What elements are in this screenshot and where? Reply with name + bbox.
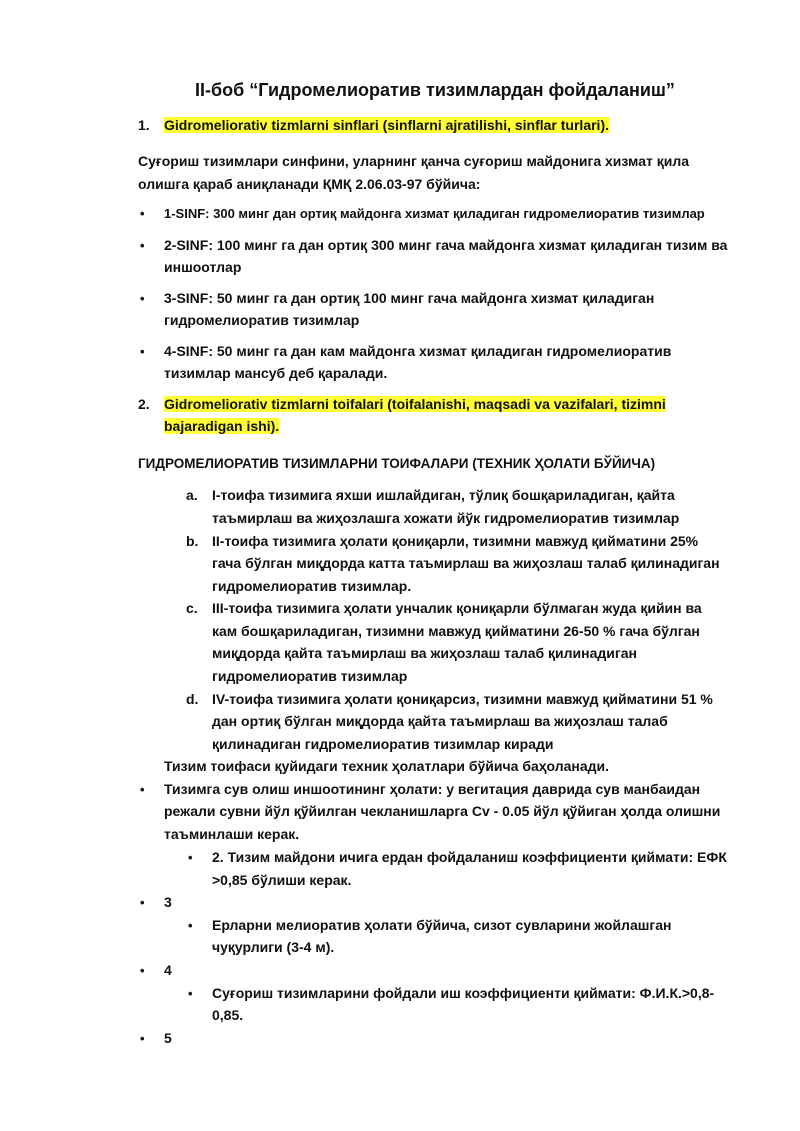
- section2-heading-line2: [164, 415, 279, 438]
- category-c-line1: III-тоифа тизимига ҳолати унчалик қониқарли бўлмаган жуда қийин ва: [212, 600, 702, 616]
- class-item-4-line2: тизимлар мансуб деб қаралади.: [164, 365, 388, 381]
- bullet-icon: •: [140, 895, 145, 910]
- section1-number: 1.: [138, 117, 150, 133]
- criterion-2-line1: 2. Тизим майдони ичига ердан фойдаланиш коэффициенти қиймати: ЕФК: [212, 849, 727, 865]
- category-d-line2: дан ортиқ бўлган миқдорда қайта таъмирлаш ва жиҳозлаш талаб: [212, 713, 668, 729]
- bullet-icon: •: [140, 1031, 145, 1046]
- criterion-number-5: 5: [164, 1030, 172, 1046]
- category-c-line4: гидромелиоратив тизимлар: [212, 668, 408, 684]
- category-a-line1: I-тоифа тизимига яхши ишлайдиган, тўлиқ бошқариладиган, қайта: [212, 487, 675, 503]
- criterion-2-line2: >0,85 бўлиши керак.: [212, 872, 352, 888]
- section2-heading-text-1: Gidromeliorativ tizmlarni toifalari (toifalanishi, maqsadi va vazifalari, tizimni: [164, 396, 666, 412]
- category-label-c: c.: [186, 600, 198, 616]
- class-item-4-line1: 4-SINF: 50 минг га дан кам майдонга хизмат қиладиган гидромелиоратив: [164, 343, 672, 359]
- section1-heading-text: Gidromeliorativ tizmlarni sinflari (sinflarni ajratilishi, sinflar turlari).: [164, 117, 609, 133]
- section1-heading: [164, 114, 609, 137]
- section2-number: 2.: [138, 396, 150, 412]
- bullet-icon: •: [140, 782, 145, 797]
- category-c-line2: кам бошқариладиган, тизимни мавжуд қийматини 26-50 % гача бўлган: [212, 623, 700, 639]
- category-b-line3: гидромелиоратив тизимлар.: [212, 578, 412, 594]
- criterion-1-line3: таъминлаши керак.: [164, 826, 300, 842]
- criterion-4-line2: 0,85.: [212, 1007, 244, 1023]
- category-b-line2: гача бўлган миқдорда катта таъмирлаш ва жиҳозлаш талаб қилинадиган: [212, 555, 720, 571]
- class-item-1: 1-SINF: 300 минг дан ортиқ майдонга хизмат қиладиган гидромелиоратив тизимлар: [164, 206, 705, 221]
- bullet-icon: •: [188, 918, 193, 933]
- class-item-2-line1: 2-SINF: 100 минг га дан ортиқ 300 минг гача майдонга хизмат қиладиган тизим ва: [164, 237, 728, 253]
- section2-heading-line1: [164, 393, 666, 416]
- bullet-icon: •: [188, 986, 193, 1001]
- bullet-icon: •: [140, 963, 145, 978]
- criterion-4-line1: Суғориш тизимларини фойдали иш коэффициенти қиймати: Ф.И.К.>0,8-: [212, 985, 715, 1001]
- bullet-icon: •: [140, 238, 145, 253]
- bullet-icon: •: [140, 291, 145, 306]
- category-b-line1: II-тоифа тизимига ҳолати қониқарли, тизимни мавжуд қийматини 25%: [212, 533, 699, 549]
- category-d-line3: қилинадиган гидромелиоратив тизимлар киради: [212, 736, 554, 752]
- criterion-1-line2: режали сувни йўл қўйилган чекланишларга Cv - 0.05 йўл қўйиган ҳолда олишни: [164, 803, 721, 819]
- section1-intro-line2: олишга қараб аниқланади ҚМҚ 2.06.03-97 бўйича:: [138, 176, 481, 192]
- category-d-line1: IV-тоифа тизимига ҳолати қониқарсиз, тизимни мавжуд қийматини 51 %: [212, 691, 713, 707]
- bullet-icon: •: [188, 850, 193, 865]
- category-c-line3: миқдорда қайта таъмирлаш ва жиҳозлаш талаб қилинадиган: [212, 645, 637, 661]
- criterion-number-3: 3: [164, 894, 172, 910]
- categories-subheading: ГИДРОМЕЛИОРАТИВ ТИЗИМЛАРНИ ТОИФАЛАРИ (ТЕХНИК ҲОЛАТИ БЎЙИЧА): [138, 456, 656, 471]
- class-item-3-line2: гидромелиоратив тизимлар: [164, 312, 360, 328]
- criterion-3-line1: Ерларни мелиоратив ҳолати бўйича, сизот сувларини жойлашган: [212, 917, 672, 933]
- section1-intro-line1: Суғориш тизимлари синфини, уларнинг қанча суғориш майдонига хизмат қила: [138, 153, 690, 169]
- category-label-b: b.: [186, 533, 199, 549]
- chapter-title: II-боб “Гидромелиоратив тизимлардан фойдаланиш”: [195, 80, 675, 100]
- assessment-text: Тизим тоифаси қуйидаги техник ҳолатлари бўйича баҳоланади.: [164, 758, 610, 774]
- bullet-icon: •: [140, 206, 145, 221]
- criterion-3-line2: чуқурлиги (3-4 м).: [212, 939, 335, 955]
- section2-heading-text-2: bajaradigan ishi).: [164, 418, 280, 434]
- criterion-1-line1: Тизимга сув олиш иншоотининг ҳолати: у вегитация даврида сув манбаидан: [164, 781, 701, 797]
- bullet-icon: •: [140, 344, 145, 359]
- criterion-number-4: 4: [164, 962, 172, 978]
- class-item-2-line2: иншоотлар: [164, 259, 242, 275]
- class-item-3-line1: 3-SINF: 50 минг га дан ортиқ 100 минг гача майдонга хизмат қиладиган: [164, 290, 655, 306]
- category-label-d: d.: [186, 691, 199, 707]
- category-label-a: a.: [186, 487, 198, 503]
- category-a-line2: таъмирлаш ва жиҳозлашга хожати йўк гидромелиоратив тизимлар: [212, 510, 680, 526]
